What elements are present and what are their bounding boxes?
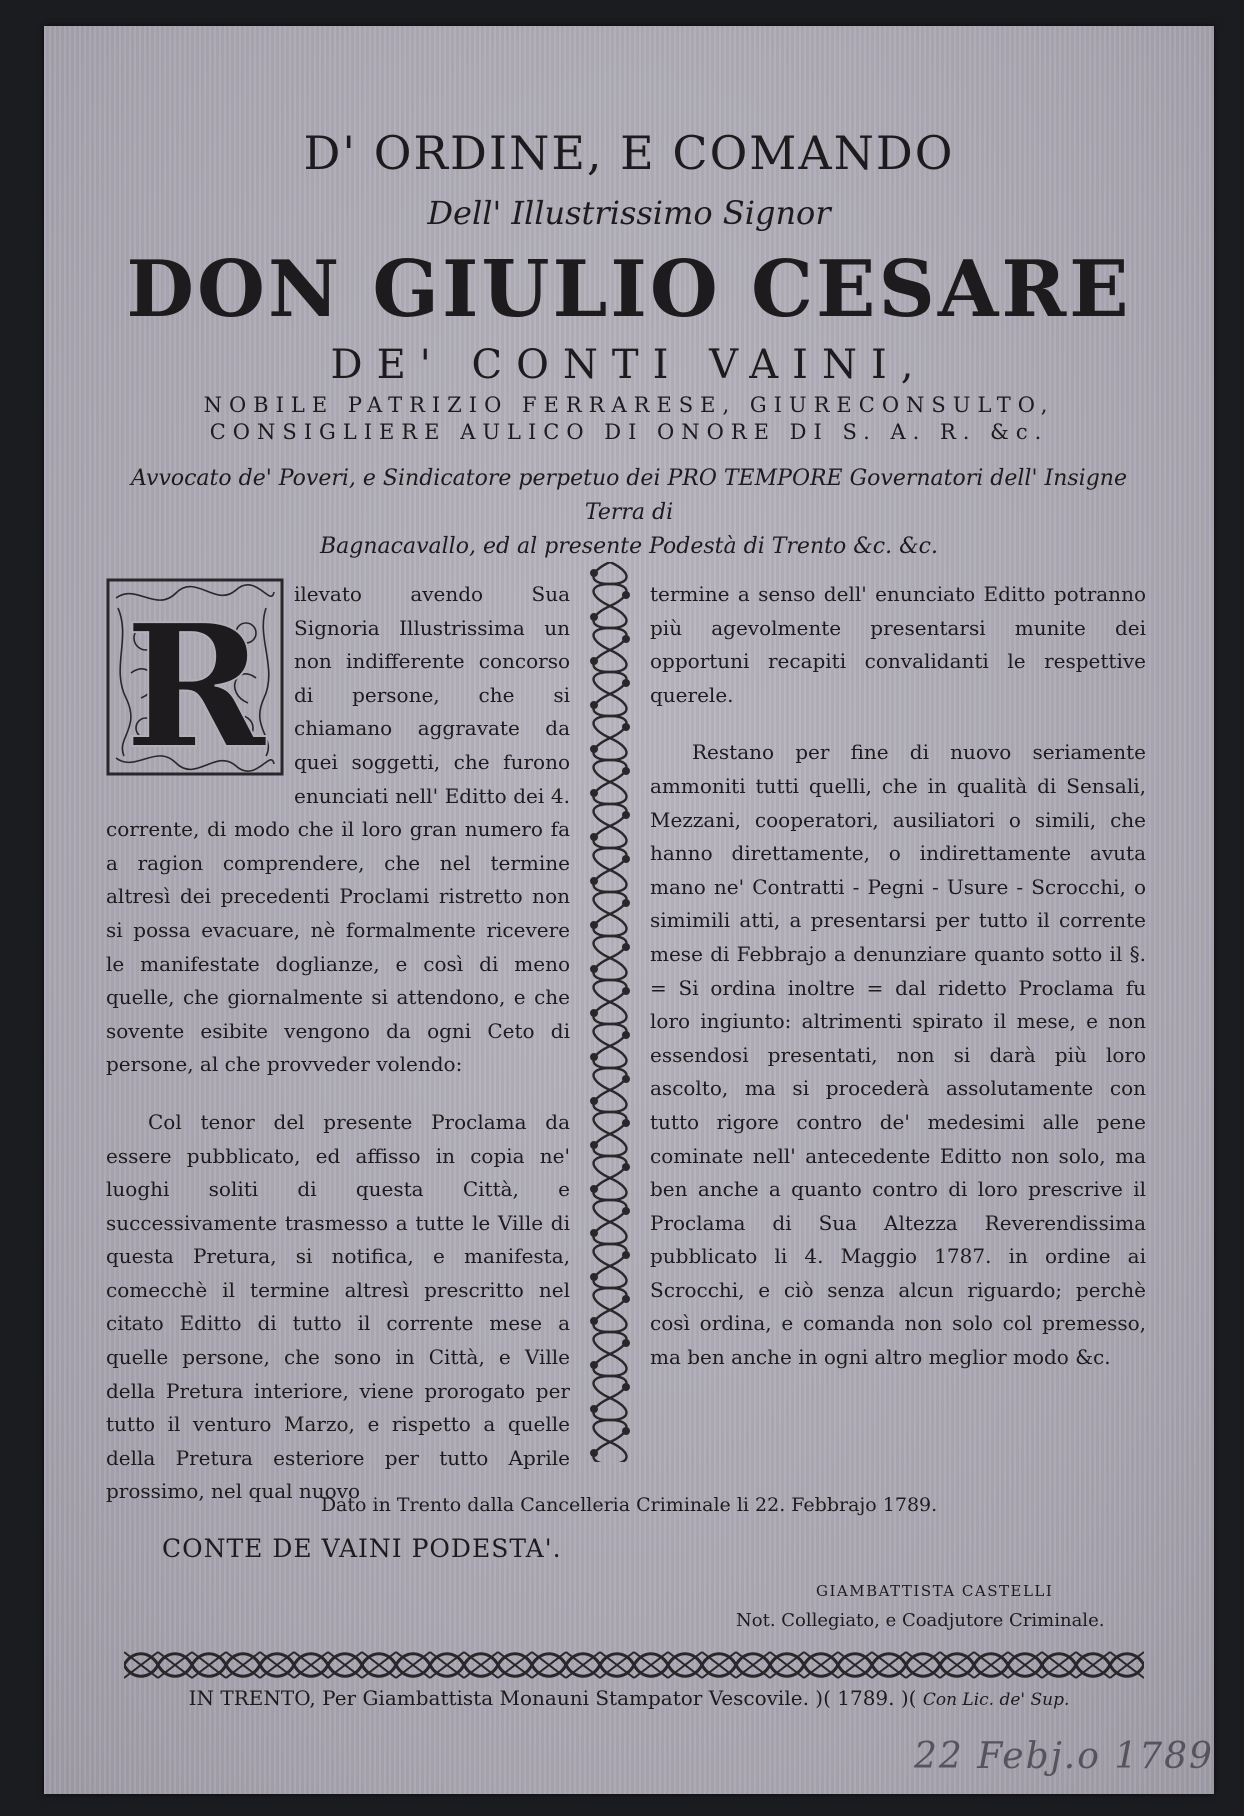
heading-titles-line2: CONSIGLIERE AULICO DI ONORE DI S. A. R. &c. — [209, 420, 1049, 444]
heading-titles — [44, 392, 1214, 446]
handwritten-date: 22 Febj.o 1789 — [914, 1736, 1214, 1777]
heading-offices-line1: Avvocato de' Poveri, e Sindicatore perpetuo dei PRO TEMPORE Governatori dell' Insigne Terra di — [131, 466, 1127, 525]
right-column — [650, 578, 1146, 1375]
podesta-signature: CONTE DE VAINI PODESTA'. — [162, 1534, 562, 1563]
heading-family: DE' CONTI VAINI, — [330, 342, 928, 388]
heading-offices-line2: Bagnacavallo, ed al presente Podestà di Trento &c. &c. — [320, 534, 938, 559]
vertical-ornament-divider — [580, 562, 640, 1462]
vine-ornament-graphic — [580, 562, 640, 1462]
dropcap-letter: R — [124, 587, 266, 776]
dropcap-ornament-graphic — [106, 578, 284, 776]
imprint-license: Con Lic. de' Sup. — [922, 1690, 1070, 1710]
band-ornament-graphic — [124, 1648, 1144, 1682]
heading-dell-illustrissimo: Dell' Illustrissimo Signor — [427, 194, 831, 232]
proclamation-sheet — [44, 26, 1214, 1794]
date-line: Dato in Trento dalla Cancelleria Criminale li 22. Febbrajo 1789. — [320, 1494, 938, 1516]
heading-offices — [104, 462, 1154, 564]
dropcap-ornament — [106, 578, 284, 776]
left-column — [106, 578, 570, 1509]
right-paragraph-1: termine a senso dell' enunciato Editto potranno più agevolmente presentarsi munite dei opportuni recapiti convalidanti le respettive querele. — [650, 582, 1146, 707]
imprint-text: IN TRENTO, Per Giambattista Monauni Stampator Vescovile. )( 1789. )( — [188, 1686, 917, 1710]
left-paragraph-2: Col tenor del presente Proclama da essere pubblicato, ed affisso in copia ne' luoghi soliti di questa Città, e successivamente trasmesso a tutte le Ville di questa Pretura, si notifica, e manifesta, comecchè il termine altresì prescritto nel citato Editto di tutto il corrente mese a quelle persone, che sono in Città, e Ville della Pretura interiore, viene prorogato per tutto il venturo Marzo, e rispetto a quelle della Pretura esteriore per tutto Aprile prossimo, nel qual nuovo — [106, 1109, 570, 1504]
horizontal-ornament-band — [124, 1648, 1144, 1682]
heading-titles-line1: NOBILE PATRIZIO FERRARESE, GIURECONSULTO, — [203, 393, 1055, 417]
heading-order: D' ORDINE, E COMANDO — [303, 126, 955, 180]
notary-name: GIAMBATTISTA CASTELLI — [816, 1582, 1054, 1600]
heading-name: DON GIULIO CESARE — [126, 244, 1132, 335]
left-paragraph-1: ilevato avendo Sua Signoria Illustrissima un non indifferente concorso di persone, che si chiamano aggravate da quei soggetti, che furono enunciati nell' Editto dei 4. corrente, di modo che il loro gran numero fa a ragion comprendere, che nel termine altresì dei precedenti Proclami ristretto non si possa evacuare, nè formalmente ricevere le manifestate doglianze, e così di meno quelle, che giornalmente si attendono, e che sovente esibite vengono da ogni Ceto di persone, al che provveder volendo: — [106, 582, 570, 1077]
notary-title: Not. Collegiato, e Coadjutore Criminale. — [736, 1610, 1105, 1631]
right-paragraph-2: Restano per fine di nuovo seriamente ammoniti tutti quelli, che in qualità di Sensali, Mezzani, cooperatori, ausiliatori o simili, che hanno direttamente, o indirettamente avuta mano ne' Contratti - Pegni - Usure - Scrocchi, o simimili atti, a presentarsi per tutto il corrente mese di Febbrajo a denunziare quanto sotto il §. = Si ordina inoltre = dal ridetto Proclama fu loro ingiunto: altrimenti spirato il mese, e non essendosi presentati, non si darà più loro ascolto, ma si procederà assolutamente con tutto rigore contro de' medesimi alle pene cominate nell' antecedente Editto non solo, ma ben anche a quanto contro di loro prescrive il Proclama di Sua Altezza Reverendissima pubblicato li 4. Maggio 1787. in ordine ai Scrocchi, e ciò senza alcun riguardo; perchè così ordina, e comanda non solo col premesso, ma ben anche in ogni altro meglior modo &c. — [650, 740, 1146, 1370]
printer-imprint — [44, 1686, 1214, 1710]
